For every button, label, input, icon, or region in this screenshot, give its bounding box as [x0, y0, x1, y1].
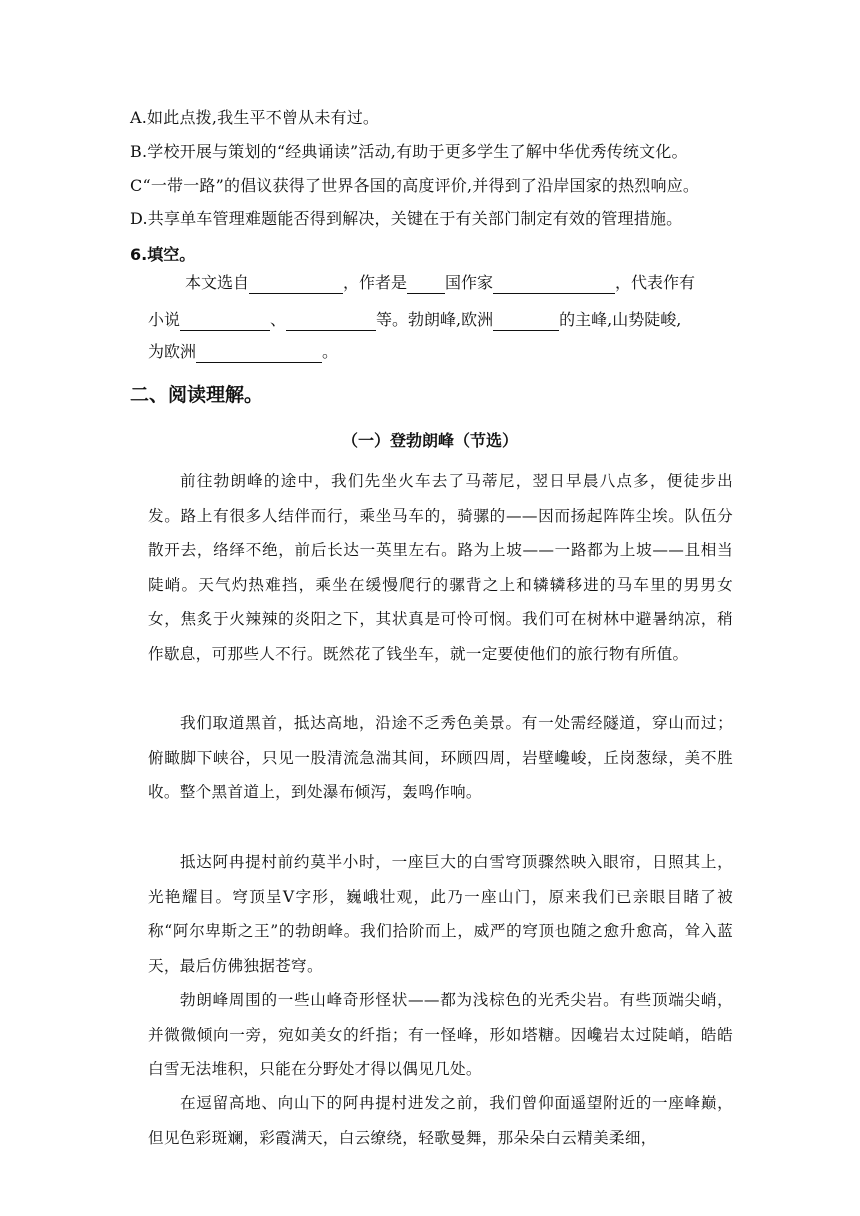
article-title: （一）登勃朗峰（节选）	[341, 431, 518, 450]
blank-source[interactable]	[249, 275, 343, 294]
question-6-title: 6.填空。	[130, 245, 196, 264]
blank-novel-1[interactable]	[180, 312, 270, 331]
option-c: C“一带一路”的倡议获得了世界各国的高度评价,并得到了沿岸国家的热烈响应。	[130, 176, 700, 195]
fill-text: 、	[270, 310, 287, 329]
article-paragraph: 勃朗峰周围的一些山峰奇形怪状——都为浅棕色的光秃尖岩。有些顶端尖峭，并微微倾向一旁，宛如美女的纤指；有一怪峰，形如塔糖。因巉岩太过陡峭，皓皓白雪无法堆积，只能在分野处才得以偶见几处。	[148, 991, 733, 1078]
blank-country[interactable]	[407, 275, 445, 294]
fill-text: 国作家	[445, 273, 494, 292]
blank-superlative[interactable]	[196, 344, 322, 363]
fill-text: 本文选自	[185, 273, 250, 292]
blank-range[interactable]	[493, 312, 559, 331]
fill-text: 为欧洲	[148, 342, 197, 361]
article-paragraph: 抵达阿冉提村前约莫半小时，一座巨大的白雪穹顶骤然映入眼帘，日照其上，光艳耀目。穹顶呈Ⅴ字形，巍峨壮观，此乃一座山门，原来我们已亲眼目睹了被称“阿尔卑斯之王”的勃朗峰。我们拾阶而上，威严的穹顶也随之愈升愈高，耸入蓝天，最后仿佛独据苍穹。	[148, 853, 733, 975]
fill-text: ，作者是	[343, 273, 408, 292]
option-d: D.共享单车管理难题能否得到解决，关键在于有关部门制定有效的管理措施。	[130, 209, 683, 228]
fill-text: 的主峰,山势陡峻,	[559, 310, 682, 329]
fill-text: 等。勃朗峰,欧洲	[376, 310, 494, 329]
section-heading: 二、阅读理解。	[130, 384, 264, 406]
fill-line-3	[148, 341, 338, 363]
fill-text: ，代表作有	[615, 273, 696, 292]
article-paragraph: 前往勃朗峰的途中，我们先坐火车去了马蒂尼，翌日早晨八点多，便徒步出发。路上有很多人结伴而行，乘坐马车的，骑骡的——因而扬起阵阵尘埃。队伍分散开去，络绎不绝，前后长达一英里左右。路为上坡——一路都为上坡——且相当陡峭。天气灼热难挡，乘坐在缓慢爬行的骡背之上和辚辚移进的马车里的男男女女，焦炙于火辣辣的炎阳之下，其状真是可怜可悯。我们可在树林中避暑纳凉，稍作歇息，可那些人不行。既然花了钱坐车，就一定要使他们的旅行物有所值。	[148, 472, 733, 663]
fill-text: 。	[322, 342, 339, 361]
article-paragraph: 我们取道黑首，抵达高地，沿途不乏秀色美景。有一处需经隧道，穿山而过；俯瞰脚下峡谷，只见一股清流急湍其间，环顾四周，岩壁巉峻，丘岗葱绿，美不胜收。整个黑首道上，到处瀑布倾泻，轰鸣作响。	[148, 714, 733, 801]
option-b: B.学校开展与策划的“经典诵读”活动,有助于更多学生了解中华优秀传统文化。	[130, 142, 688, 161]
fill-line-2	[148, 309, 681, 331]
option-a: A.如此点拨,我生平不曾从未有过。	[130, 108, 380, 127]
blank-novel-2[interactable]	[286, 312, 376, 331]
blank-author[interactable]	[493, 275, 615, 294]
article-paragraph: 在逗留高地、向山下的阿冉提村进发之前，我们曾仰面遥望附近的一座峰巅，但见色彩斑斓，彩霞满天，白云缭绕，轻歌曼舞，那朵朵白云精美柔细，	[148, 1094, 733, 1147]
fill-line-1	[185, 272, 695, 294]
fill-text: 小说	[148, 310, 181, 329]
